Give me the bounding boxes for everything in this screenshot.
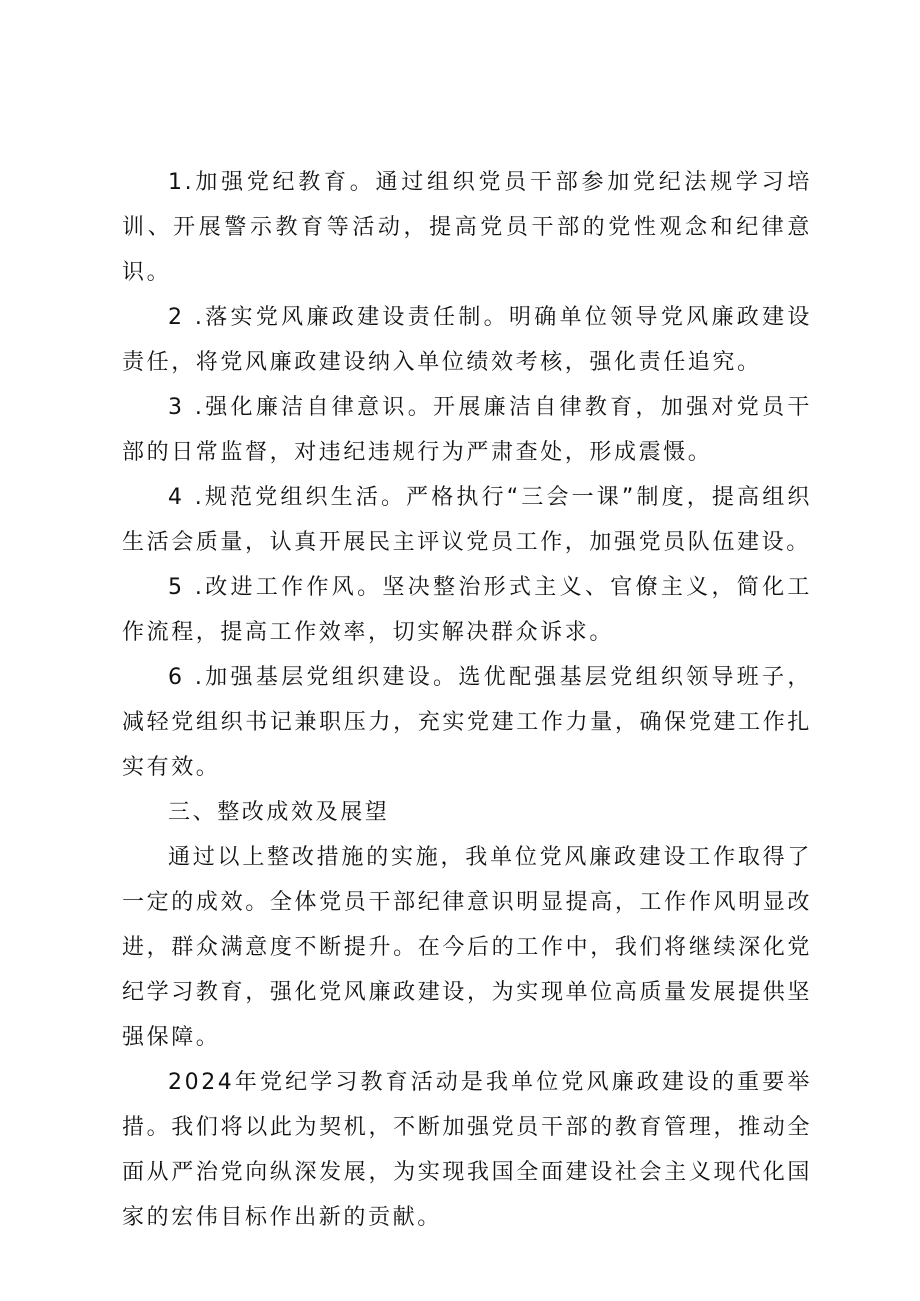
measure-item-5: 5 .改进工作作风。坚决整治形式主义、官僚主义，简化工作流程，提高工作效率，切实解决群众诉求。 xyxy=(122,575,812,645)
measure-item-6: 6 .加强基层党组织建设。选优配强基层党组织领导班子，减轻党组织书记兼职压力，充实党建工作力量，确保党建工作扎实有效。 xyxy=(122,665,812,780)
section-heading: 三、整改成效及展望 xyxy=(168,800,390,825)
conclusion-paragraph: 2024年党纪学习教育活动是我单位党风廉政建设的重要举措。我们将以此为契机，不断加强党员干部的教育管理，推动全面从严治党向纵深发展，为实现我国全面建设社会主义现代化国家的宏伟目标作出新的贡献。 xyxy=(122,1070,812,1230)
measure-item-4: 4 .规范党组织生活。严格执行“三会一课”制度，提高组织生活会质量，认真开展民主评议党员工作，加强党员队伍建设。 xyxy=(122,485,812,555)
measure-item-2: 2 .落实党风廉政建设责任制。明确单位领导党风廉政建设责任，将党风廉政建设纳入单位绩效考核，强化责任追究。 xyxy=(122,305,812,375)
document-body xyxy=(122,160,812,1240)
measure-item-1: 1.加强党纪教育。通过组织党员干部参加党纪法规学习培训、开展警示教育等活动，提高党员干部的党性观念和纪律意识。 xyxy=(122,170,812,285)
measure-item-3: 3 .强化廉洁自律意识。开展廉洁自律教育，加强对党员干部的日常监督，对违纪违规行为严肃查处，形成震慑。 xyxy=(122,395,812,465)
results-paragraph: 通过以上整改措施的实施，我单位党风廉政建设工作取得了一定的成效。全体党员干部纪律意识明显提高，工作作风明显改进，群众满意度不断提升。在今后的工作中，我们将继续深化党纪学习教育，强化党风廉政建设，为实现单位高质量发展提供坚强保障。 xyxy=(122,845,812,1050)
